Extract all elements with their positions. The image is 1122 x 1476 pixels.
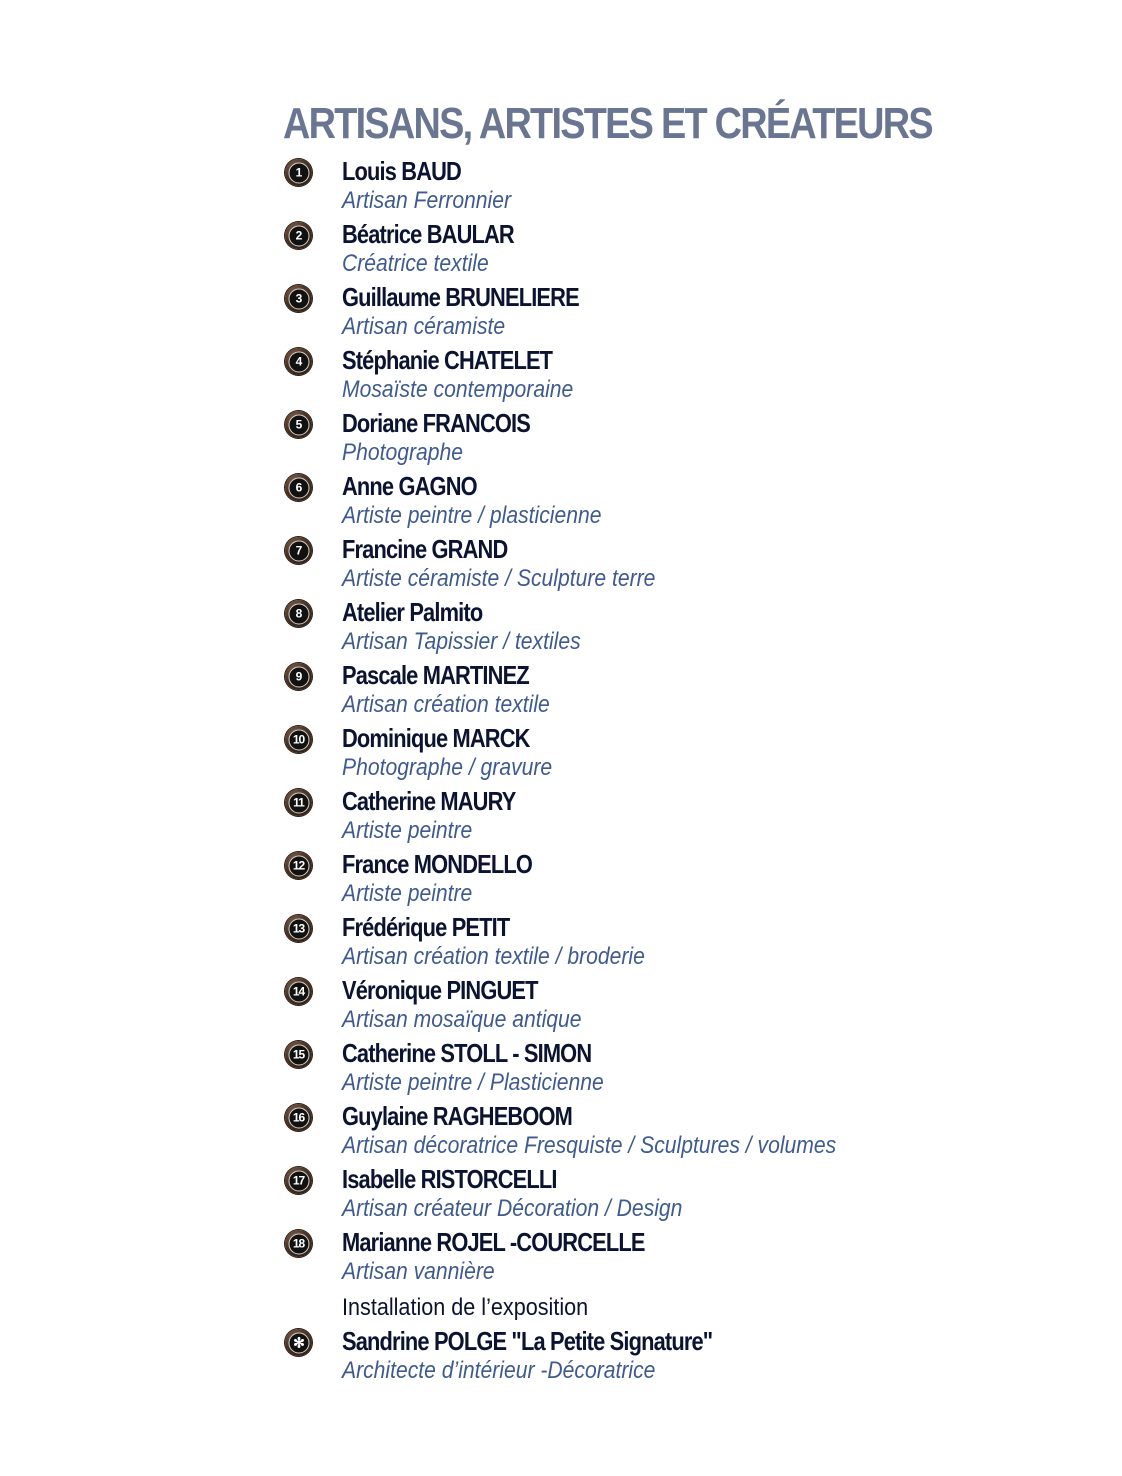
number-badge-icon xyxy=(285,1041,312,1068)
number-badge-icon xyxy=(285,1167,312,1194)
artisan-role: Artisan mosaïque antique xyxy=(342,1006,582,1033)
number-badge-icon xyxy=(285,852,312,879)
badge-number: 6 xyxy=(288,477,309,498)
badge-number: 7 xyxy=(288,540,309,561)
artisan-name: Stéphanie CHATELET xyxy=(342,345,553,375)
badge-number: 18 xyxy=(288,1233,309,1254)
artisan-role: Artisan créateur Décoration / Design xyxy=(342,1195,683,1222)
badge-number: 3 xyxy=(288,288,309,309)
artisan-role: Artisan vannière xyxy=(342,1258,495,1285)
number-badge-icon xyxy=(285,348,312,375)
badge-number: 14 xyxy=(288,981,309,1002)
artisan-name: Catherine MAURY xyxy=(342,786,516,816)
artisan-role: Artiste peintre xyxy=(342,817,473,844)
list-item xyxy=(283,658,923,721)
list-item xyxy=(283,469,923,532)
badge-number: 8 xyxy=(288,603,309,624)
number-badge-icon xyxy=(285,159,312,186)
artisan-role: Créatrice textile xyxy=(342,250,489,277)
list-item xyxy=(283,1099,923,1162)
artisan-name: Isabelle RISTORCELLI xyxy=(342,1164,557,1194)
list-item xyxy=(283,1036,923,1099)
number-badge-icon xyxy=(285,978,312,1005)
number-badge-icon xyxy=(285,1104,312,1131)
badge-symbol: ✻ xyxy=(288,1332,309,1353)
artisans-list xyxy=(283,154,923,1387)
badge-number: 9 xyxy=(288,666,309,687)
number-badge-icon xyxy=(285,726,312,753)
number-badge-icon xyxy=(285,600,312,627)
badge-number: 16 xyxy=(288,1107,309,1128)
number-badge-icon xyxy=(285,222,312,249)
asterisk-badge-icon xyxy=(285,1329,312,1356)
artisan-name: Véronique PINGUET xyxy=(342,975,538,1005)
installation-heading xyxy=(283,1292,923,1324)
list-item xyxy=(283,595,923,658)
artisan-role: Artisan céramiste xyxy=(342,313,506,340)
artisan-name: Dominique MARCK xyxy=(342,723,530,753)
artisan-name: Marianne ROJEL -COURCELLE xyxy=(342,1227,645,1257)
artisan-name: Louis BAUD xyxy=(342,156,462,186)
artisan-role: Artisan Tapissier / textiles xyxy=(342,628,581,655)
list-item xyxy=(283,847,923,910)
number-badge-icon xyxy=(285,474,312,501)
list-item xyxy=(283,1162,923,1225)
list-item xyxy=(283,217,923,280)
badge-number: 2 xyxy=(288,225,309,246)
page-title: ARTISANS, ARTISTES ET CRÉATEURS xyxy=(283,99,932,148)
number-badge-icon xyxy=(285,537,312,564)
artisan-role: Mosaïste contemporaine xyxy=(342,376,574,403)
list-item xyxy=(283,973,923,1036)
artisan-role: Artiste peintre xyxy=(342,880,473,907)
list-item xyxy=(283,154,923,217)
artisan-name: Frédérique PETIT xyxy=(342,912,510,942)
number-badge-icon xyxy=(285,411,312,438)
badge-number: 4 xyxy=(288,351,309,372)
artisan-name: Béatrice BAULAR xyxy=(342,219,514,249)
badge-number: 5 xyxy=(288,414,309,435)
artisan-name: Atelier Palmito xyxy=(342,597,483,627)
artisan-name: Doriane FRANCOIS xyxy=(342,408,531,438)
badge-number: 12 xyxy=(288,855,309,876)
list-item xyxy=(283,280,923,343)
artisan-name: Guillaume BRUNELIERE xyxy=(342,282,579,312)
artisan-name: Catherine STOLL - SIMON xyxy=(342,1038,592,1068)
artisan-name: France MONDELLO xyxy=(342,849,533,879)
artisan-name: Guylaine RAGHEBOOM xyxy=(342,1101,573,1131)
installation-name: Sandrine POLGE "La Petite Signature" xyxy=(342,1326,713,1356)
artisan-role: Artiste peintre / Plasticienne xyxy=(342,1069,604,1096)
artisan-role: Photographe xyxy=(342,439,463,466)
artisan-role: Artisan création textile / broderie xyxy=(342,943,645,970)
list-item xyxy=(283,532,923,595)
artisan-role: Artiste céramiste / Sculpture terre xyxy=(342,565,656,592)
artisans-page xyxy=(283,96,932,1387)
list-item xyxy=(283,343,923,406)
installation-item xyxy=(283,1324,923,1387)
list-item xyxy=(283,721,923,784)
number-badge-icon xyxy=(285,915,312,942)
number-badge-icon xyxy=(285,285,312,312)
number-badge-icon xyxy=(285,1230,312,1257)
artisan-name: Francine GRAND xyxy=(342,534,508,564)
list-item xyxy=(283,1225,923,1288)
number-badge-icon xyxy=(285,789,312,816)
number-badge-icon xyxy=(285,663,312,690)
badge-number: 15 xyxy=(288,1044,309,1065)
badge-number: 13 xyxy=(288,918,309,939)
artisan-role: Artiste peintre / plasticienne xyxy=(342,502,602,529)
list-item xyxy=(283,784,923,847)
artisan-role: Artisan Ferronnier xyxy=(342,187,512,214)
badge-number: 11 xyxy=(288,792,309,813)
artisan-role: Artisan décoratrice Fresquiste / Sculptures / volumes xyxy=(342,1132,837,1159)
badge-number: 10 xyxy=(288,729,309,750)
installation-role: Architecte d’intérieur -Décoratrice xyxy=(342,1357,656,1384)
artisan-role: Photographe / gravure xyxy=(342,754,553,781)
badge-number: 1 xyxy=(288,162,309,183)
artisan-name: Pascale MARTINEZ xyxy=(342,660,529,690)
list-item xyxy=(283,406,923,469)
artisan-name: Anne GAGNO xyxy=(342,471,477,501)
list-item xyxy=(283,910,923,973)
badge-number: 17 xyxy=(288,1170,309,1191)
installation-label: Installation de l’exposition xyxy=(342,1294,589,1321)
artisan-role: Artisan création textile xyxy=(342,691,550,718)
